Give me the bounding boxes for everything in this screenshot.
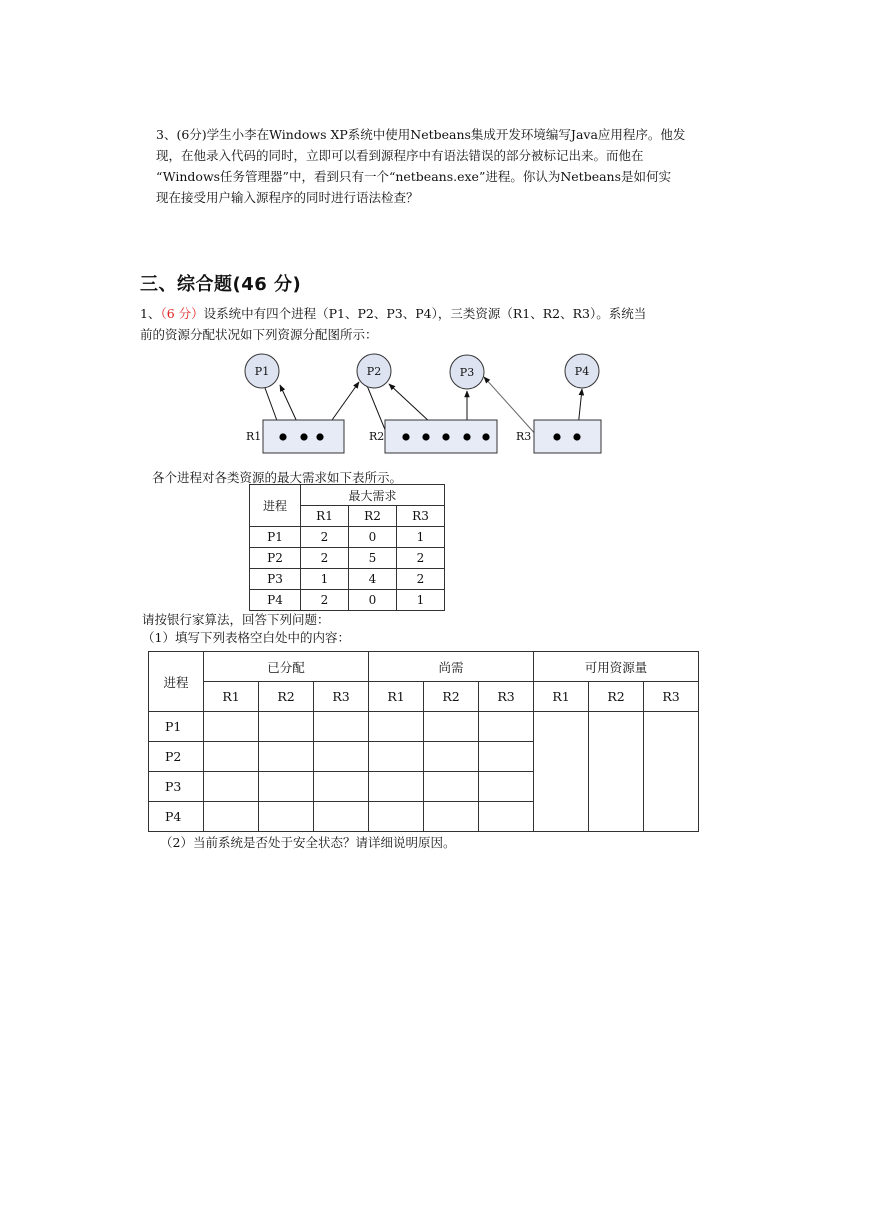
max-demand-caption: 各个进程对各类资源的最大需求如下表所示。	[152, 470, 403, 485]
process-label: P1	[254, 365, 270, 378]
resource-instance	[573, 433, 580, 440]
answer-cell	[479, 772, 534, 802]
table-row	[250, 569, 445, 590]
table-cell-process: P1	[149, 712, 204, 742]
question-1-line: 前的资源分配状况如下列资源分配图所示：	[140, 327, 378, 342]
table-cell: 2	[301, 548, 349, 569]
process-label: P3	[459, 366, 475, 379]
table-cell: 1	[397, 590, 445, 611]
question-1	[140, 303, 720, 345]
table-cell: 2	[301, 527, 349, 548]
answer-table	[148, 651, 699, 832]
resource-label: R2	[369, 430, 385, 443]
table-cell: 2	[397, 569, 445, 590]
table-cell-process: P2	[149, 742, 204, 772]
table-cell: 2	[397, 548, 445, 569]
table-row	[149, 712, 699, 742]
answer-cell	[369, 712, 424, 742]
table-cell-process: P1	[250, 527, 301, 548]
table-header-col: R3	[314, 682, 369, 712]
banker-intro: 请按银行家算法，回答下列问题：	[142, 612, 330, 627]
resource-label: R1	[246, 430, 262, 443]
table-row	[250, 548, 445, 569]
available-cell	[644, 712, 699, 832]
table-header-col: R1	[301, 506, 349, 527]
table-cell-process: P3	[250, 569, 301, 590]
resource-instance	[553, 433, 560, 440]
resource-allocation-graph	[238, 350, 608, 460]
table-header-col: R1	[534, 682, 589, 712]
table-cell-process: P4	[149, 802, 204, 832]
resource-label: R3	[516, 430, 532, 443]
table-header-process: 进程	[149, 652, 204, 712]
answer-cell	[314, 802, 369, 832]
resource-instance	[402, 433, 409, 440]
sub-question-2: （2）当前系统是否处于安全状态？请详细说明原因。	[160, 835, 456, 850]
answer-cell	[424, 802, 479, 832]
resource-instance	[482, 433, 489, 440]
table-header-group: 可用资源量	[534, 652, 699, 682]
table-header-col: R3	[397, 506, 445, 527]
answer-cell	[259, 712, 314, 742]
answer-cell	[259, 742, 314, 772]
answer-cell	[314, 712, 369, 742]
table-header-col: R3	[479, 682, 534, 712]
resource-instance	[279, 433, 286, 440]
table-cell: 2	[301, 590, 349, 611]
table-header-col: R1	[369, 682, 424, 712]
table-cell: 0	[349, 527, 397, 548]
table-cell: 1	[397, 527, 445, 548]
table-cell-process: P2	[250, 548, 301, 569]
table-cell: 4	[349, 569, 397, 590]
answer-cell	[424, 742, 479, 772]
process-label: P2	[366, 365, 382, 378]
available-cell	[534, 712, 589, 832]
question-3-line: 3、(6分)学生小李在Windows XP系统中使用Netbeans集成开发环境编写Java应用程序。他发	[156, 127, 686, 142]
available-cell	[589, 712, 644, 832]
answer-cell	[204, 772, 259, 802]
table-header-col: R2	[589, 682, 644, 712]
question-3-line: 现，在他录入代码的同时，立即可以看到源程序中有语法错误的部分被标记出来。而他在	[156, 148, 644, 163]
table-row	[250, 527, 445, 548]
answer-cell	[204, 712, 259, 742]
sub-question-1: （1）填写下列表格空白处中的内容：	[142, 630, 350, 645]
answer-cell	[369, 742, 424, 772]
question-1-line	[140, 303, 720, 324]
section-title: 三、综合题(46 分)	[140, 274, 302, 295]
table-header-process: 进程	[250, 485, 301, 527]
table-header-col: R3	[644, 682, 699, 712]
answer-cell	[204, 802, 259, 832]
table-row	[250, 590, 445, 611]
table-header-group: 尚需	[369, 652, 534, 682]
question-3-line: “Windows任务管理器”中，看到只有一个“netbeans.exe”进程。你认为Netbeans是如何实	[156, 169, 672, 184]
resource-instance	[422, 433, 429, 440]
answer-cell	[259, 802, 314, 832]
table-cell: 5	[349, 548, 397, 569]
table-cell-process: P3	[149, 772, 204, 802]
resource-instance	[300, 433, 307, 440]
answer-cell	[314, 742, 369, 772]
answer-cell	[314, 772, 369, 802]
answer-cell	[204, 742, 259, 772]
resource-box-r3	[534, 420, 601, 453]
answer-cell	[424, 772, 479, 802]
question-3	[156, 124, 716, 208]
table-header-group: 已分配	[204, 652, 369, 682]
table-header-col: R1	[204, 682, 259, 712]
answer-cell	[259, 772, 314, 802]
table-cell: 1	[301, 569, 349, 590]
table-header-group: 最大需求	[301, 485, 445, 506]
question-1-points: （6 分）	[160, 306, 204, 321]
resource-box-r2	[385, 420, 497, 453]
answer-cell	[479, 802, 534, 832]
question-3-line: 现在接受用户输入源程序的同时进行语法检查？	[156, 190, 419, 205]
answer-cell	[369, 772, 424, 802]
resource-instance	[442, 433, 449, 440]
question-1-text: 设系统中有四个进程（P1、P2、P3、P4），三类资源（R1、R2、R3）。系统当	[203, 306, 647, 321]
table-cell-process: P4	[250, 590, 301, 611]
answer-cell	[369, 802, 424, 832]
resource-instance	[316, 433, 323, 440]
table-header-col: R2	[424, 682, 479, 712]
resource-instance	[463, 433, 470, 440]
banker-questions	[142, 611, 350, 647]
table-header-col: R2	[259, 682, 314, 712]
table-header-col: R2	[349, 506, 397, 527]
answer-cell	[479, 712, 534, 742]
question-1-number: 1、	[140, 306, 161, 321]
answer-cell	[479, 742, 534, 772]
max-demand-table	[249, 484, 445, 611]
process-label: P4	[574, 365, 590, 378]
answer-cell	[424, 712, 479, 742]
table-cell: 0	[349, 590, 397, 611]
